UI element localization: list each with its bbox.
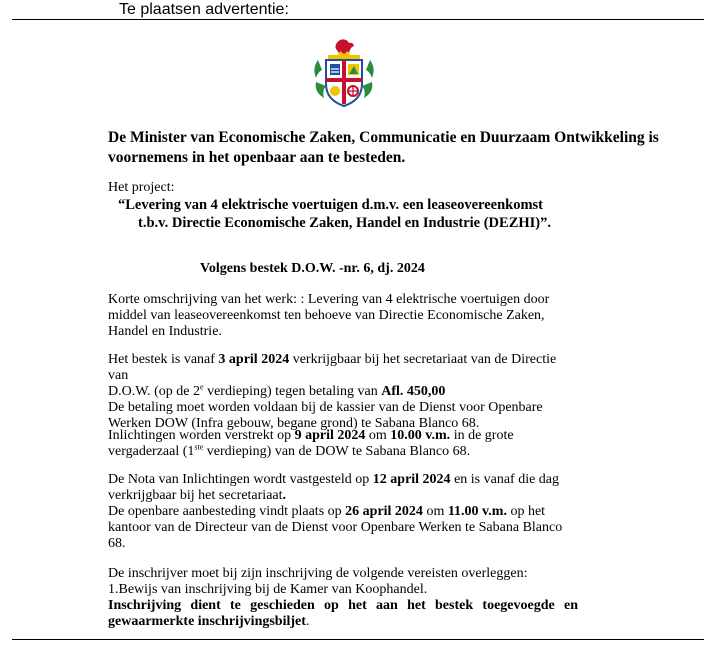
tender-schedule: De Nota van Inlichtingen wordt vastgesteld op 12 april 2024 en is vanaf die dag verkrijgbaar bij het secretariaat. De openbare aanbesteding vindt plaats op 26 april 2024 om 11.00 v.m. op het kantoor van de Directeur van de Dienst voor Openbare Werken te Sabana Blanco 68. bbox=[108, 472, 563, 551]
top-divider bbox=[12, 19, 704, 20]
information-session: Inlichtingen worden verstrekt op 9 april 2024 om 10.00 v.m. in de grote vergaderzaal (1ste verdieping) van de DOW te Sabana Blanco 68. bbox=[108, 428, 514, 459]
bestek-availability: Het bestek is vanaf 3 april 2024 verkrijgbaar bij het secretariaat van de Directie van D.O.W. (op de 2e verdieping) tegen betaling van Afl. 450,00 De betaling moet worden voldaan bij de kassier van de Dienst voor Openbare Werken DOW (Infra gebouw, begane grond) te Sabana Blanco 68. bbox=[108, 352, 557, 431]
project-label: Het project: bbox=[108, 180, 175, 195]
bottom-divider bbox=[12, 639, 704, 640]
requirements: De inschrijver moet bij zijn inschrijving de volgende vereisten overleggen: 1.Bewijs van inschrijving bij de Kamer van Koophandel. Inschrijving dient te geschieden op het aan het bestek toegevoegde en gewaarmerkte inschrijvingsbiljet. bbox=[108, 566, 578, 629]
bestek-reference: Volgens bestek D.O.W. -nr. 6, dj. 2024 bbox=[200, 261, 425, 276]
work-description: Korte omschrijving van het werk: : Levering van 4 elektrische voertuigen door middel van leaseovereenkomst ten behoeve van Directie Economische Zaken, Handel en Industrie. bbox=[108, 292, 550, 339]
main-heading: De Minister van Economische Zaken, Communicatie en Duurzaam Ontwikkeling is voornemens in het openbaar aan te besteden. bbox=[108, 129, 659, 166]
project-title: “Levering van 4 elektrische voertuigen d.m.v. een leaseovereenkomst t.b.v. Directie Economische Zaken, Handel en Industrie (DEZHI)”. bbox=[118, 197, 551, 231]
coat-of-arms-image bbox=[312, 38, 376, 110]
advertisement-label: Te plaatsen advertentie: bbox=[119, 1, 289, 18]
